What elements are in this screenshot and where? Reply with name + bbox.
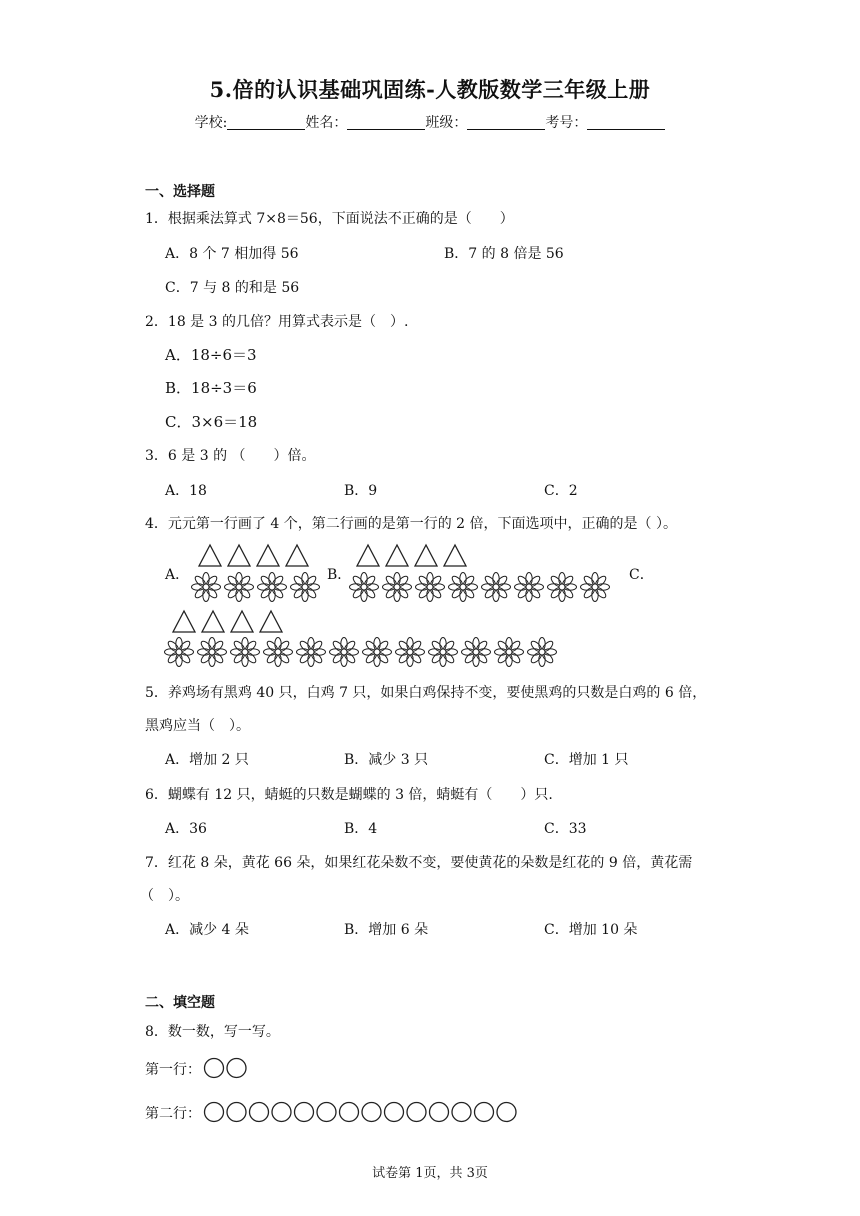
q6-option-b[interactable]: B．4: [344, 821, 378, 837]
triangle-shape: [231, 611, 253, 632]
q2-option-a[interactable]: A．18÷6＝3: [165, 346, 257, 364]
exam-no-label: 考号：: [545, 115, 588, 131]
page-title: 5.倍的认识基础巩固练-人教版数学三年级上册: [209, 77, 651, 102]
school-label: 学校:: [194, 115, 228, 131]
q3-option-b[interactable]: B．9: [344, 483, 378, 499]
question-7-line1: 7．红花 8 朵，黄花 66 朵，如果红花朵数不变，要使黄花的朵数是红花的 9 倍，黄花需: [145, 855, 693, 871]
circle-shape: [227, 1059, 246, 1078]
circle-shape: [475, 1103, 494, 1122]
q4-option-a[interactable]: A．: [165, 567, 190, 583]
q6-option-c[interactable]: C．33: [544, 821, 587, 837]
flower-shape: [416, 573, 445, 602]
q6-option-a[interactable]: A．36: [165, 821, 207, 837]
circle-shape: [317, 1103, 336, 1122]
q3-option-a[interactable]: A．18: [165, 483, 207, 499]
q8-row2-circles: [204, 1100, 524, 1124]
circle-shape: [497, 1103, 516, 1122]
flower-shape: [429, 638, 458, 667]
question-6: 6．蝴蝶有 12 只，蜻蜓的只数是蝴蝶的 3 倍，蜻蜓有（ ）只.: [145, 787, 553, 803]
q8-row1-circles: [204, 1056, 264, 1080]
flower-shape: [231, 638, 260, 667]
circle-shape: [340, 1103, 359, 1122]
q1-option-c[interactable]: C．7 与 8 的和是 56: [165, 280, 300, 296]
q4-option-b[interactable]: B．: [327, 567, 352, 583]
flower-shape: [330, 638, 359, 667]
circle-shape: [205, 1059, 224, 1078]
flower-shape: [515, 573, 544, 602]
student-info-line: [0, 112, 860, 132]
q4-b-triangles: [356, 544, 476, 568]
circle-shape: [452, 1103, 471, 1122]
q3-option-c[interactable]: C．2: [544, 483, 578, 499]
flower-shape: [258, 573, 287, 602]
section-heading-fill: 二、填空题: [145, 995, 215, 1011]
triangle-shape: [444, 545, 466, 566]
question-4: 4．元元第一行画了 4 个，第二行画的是第一行的 2 倍，下面选项中，正确的是（ ）。: [145, 516, 677, 532]
q4-a-triangles: [198, 544, 318, 568]
flower-shape: [264, 638, 293, 667]
circle-shape: [362, 1103, 381, 1122]
triangle-shape: [173, 611, 195, 632]
q2-option-c[interactable]: C．3×6＝18: [165, 413, 258, 431]
question-8: 8．数一数，写一写。: [145, 1024, 280, 1040]
q5-option-c[interactable]: C．增加 1 只: [544, 752, 629, 768]
class-blank[interactable]: [467, 115, 545, 130]
question-7-line2: （ ）。: [140, 888, 189, 904]
q5-option-b[interactable]: B．减少 3 只: [344, 752, 429, 768]
flower-shape: [495, 638, 524, 667]
class-label: 班级：: [425, 115, 468, 131]
triangle-shape: [286, 545, 308, 566]
q5-option-a[interactable]: A．增加 2 只: [165, 752, 249, 768]
flower-shape: [165, 638, 194, 667]
circle-shape: [227, 1103, 246, 1122]
flower-shape: [396, 638, 425, 667]
circle-shape: [407, 1103, 426, 1122]
q2-option-b[interactable]: B．18÷3＝6: [165, 379, 257, 397]
q7-option-b[interactable]: B．增加 6 朵: [344, 922, 429, 938]
exam-no-blank[interactable]: [587, 115, 665, 130]
circle-shape: [385, 1103, 404, 1122]
flower-shape: [291, 573, 320, 602]
q4-c-flowers: [164, 636, 560, 668]
flower-shape: [548, 573, 577, 602]
flower-shape: [192, 573, 221, 602]
flower-shape: [198, 638, 227, 667]
name-blank[interactable]: [347, 115, 425, 130]
flower-shape: [482, 573, 511, 602]
triangle-shape: [357, 545, 379, 566]
triangle-shape: [199, 545, 221, 566]
circle-shape: [272, 1103, 291, 1122]
flower-shape: [581, 573, 610, 602]
question-1: 1．根据乘法算式 7×8＝56，下面说法不正确的是（ ）: [145, 211, 514, 227]
section-heading-choice: 一、选择题: [145, 184, 215, 200]
flower-shape: [225, 573, 254, 602]
flower-shape: [449, 573, 478, 602]
question-3: 3．6 是 3 的 （ ）倍。: [145, 448, 316, 464]
triangle-shape: [257, 545, 279, 566]
name-label: 姓名：: [305, 115, 348, 131]
flower-shape: [363, 638, 392, 667]
circle-shape: [295, 1103, 314, 1122]
flower-shape: [462, 638, 491, 667]
q7-option-a[interactable]: A．减少 4 朵: [165, 922, 249, 938]
q1-option-a[interactable]: A．8 个 7 相加得 56: [165, 246, 299, 262]
circle-shape: [205, 1103, 224, 1122]
flower-shape: [350, 573, 379, 602]
question-5-line1: 5．养鸡场有黑鸡 40 只，白鸡 7 只，如果白鸡保持不变，要使黑鸡的只数是白鸡的 6 倍，: [145, 685, 707, 701]
question-5-line2: 黑鸡应当（ ）。: [145, 718, 250, 734]
q4-b-flowers: [349, 571, 614, 603]
flower-shape: [528, 638, 557, 667]
triangle-shape: [260, 611, 282, 632]
question-2: 2．18 是 3 的几倍？用算式表示是（ ）.: [145, 314, 409, 330]
page-footer: 试卷第 1页，共 3页: [372, 1166, 488, 1181]
circle-shape: [250, 1103, 269, 1122]
q1-option-b[interactable]: B．7 的 8 倍是 56: [444, 246, 564, 262]
q4-option-c[interactable]: C．: [629, 567, 654, 583]
q8-row2-label: 第二行：: [145, 1106, 201, 1122]
triangle-shape: [386, 545, 408, 566]
school-blank[interactable]: [227, 115, 305, 130]
q8-row1-label: 第一行：: [145, 1062, 201, 1078]
flower-shape: [297, 638, 326, 667]
flower-shape: [383, 573, 412, 602]
circle-shape: [430, 1103, 449, 1122]
triangle-shape: [202, 611, 224, 632]
q4-a-flowers: [191, 571, 325, 603]
triangle-shape: [228, 545, 250, 566]
triangle-shape: [415, 545, 437, 566]
q7-option-c[interactable]: C．增加 10 朵: [544, 922, 638, 938]
q4-c-triangles: [172, 610, 292, 634]
